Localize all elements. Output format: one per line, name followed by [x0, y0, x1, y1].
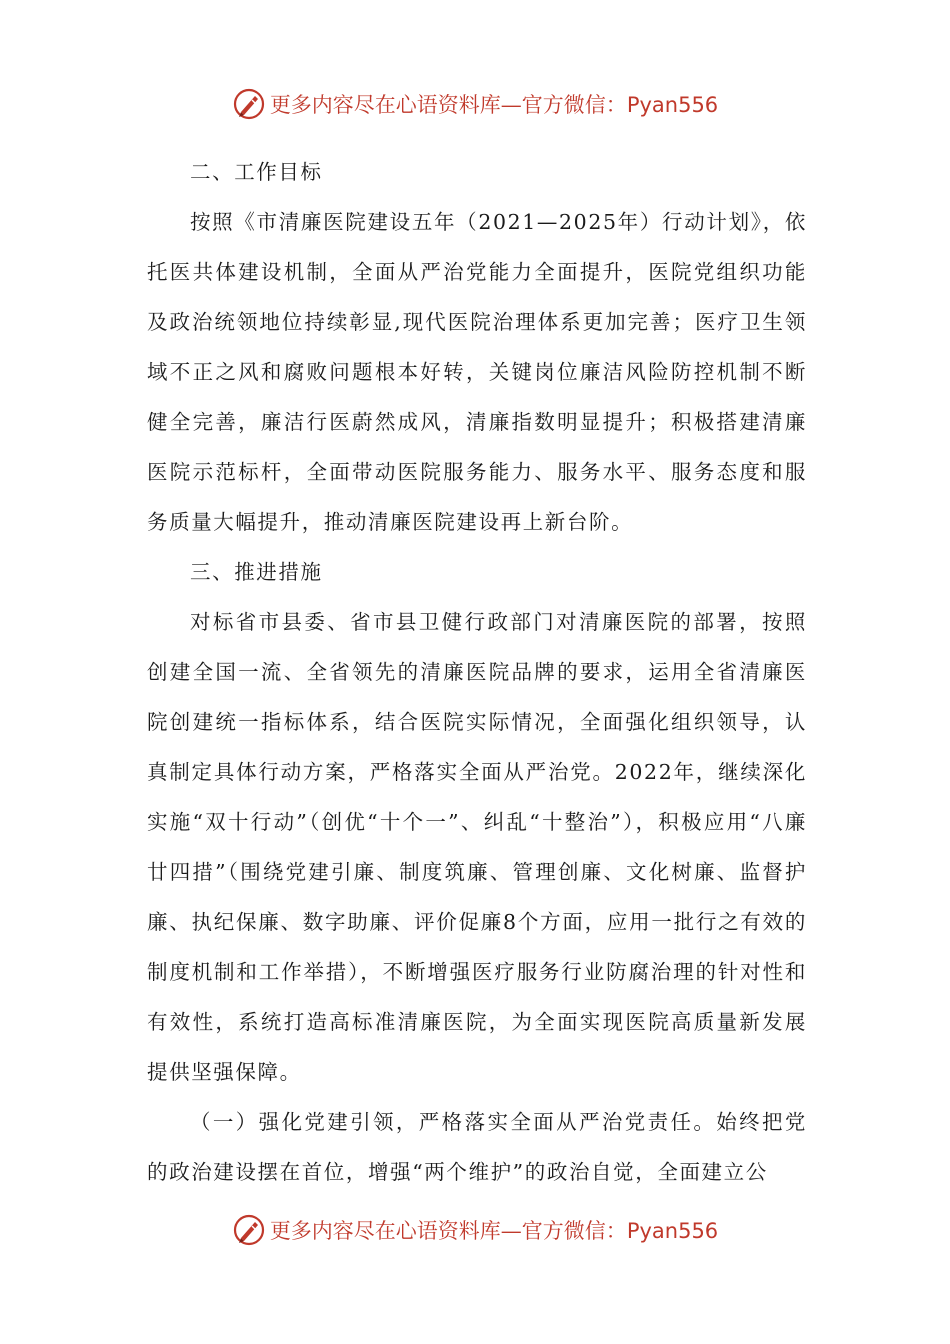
paragraph-item-1: （一）强化党建引领，严格落实全面从严治党责任。始终把党的政治建设摆在首位，增强“两个维护”的政治自觉，全面建立公 — [147, 1110, 807, 1184]
paragraph-work-goals: 按照《市清廉医院建设五年（2021—2025年）行动计划》，依托医共体建设机制，全面从严治党能力全面提升，医院党组织功能及政治统领地位持续彰显,现代医院治理体系更加完善；医疗卫生领域不正之风和腐败问题根本好转，关键岗位廉洁风险防控机制不断健全完善，廉洁行医蔚然成风，清廉指数明显提升；积极搭建清廉医院示范标杆，全面带动医院服务能力、服务水平、服务态度和服务质量大幅提升，推动清廉医院建设再上新台阶。 — [147, 210, 807, 534]
pen-logo-icon — [232, 87, 266, 121]
section-heading-measures: 三、推进措施 — [190, 560, 323, 584]
paragraph-measures: 对标省市县委、省市县卫健行政部门对清廉医院的部署，按照创建全国一流、全省领先的清廉医院品牌的要求，运用全省清廉医院创建统一指标体系，结合医院实际情况，全面强化组织领导，认真制定具体行动方案，严格落实全面从严治党。2022年，继续深化实施“双十行动”（创优“十个一”、纠乱“十整治”），积极应用“八廉廿四措”（围绕党建引廉、制度筑廉、管理创廉、文化树廉、监督护廉、执纪保廉、数字助廉、评价促廉8个方面，应用一批行之有效的制度机制和工作举措），不断增强医疗服务行业防腐治理的针对性和有效性，系统打造高标准清廉医院，为全面实现医院高质量新发展提供坚强保障。 — [147, 610, 807, 1084]
section-heading-work-goals: 二、工作目标 — [190, 160, 323, 184]
footer-banner — [0, 1210, 950, 1250]
pen-logo-icon — [232, 1213, 266, 1247]
header-banner — [0, 84, 950, 124]
banner-text: 更多内容尽在心语资料库—官方微信：Pyan556 — [269, 1219, 719, 1243]
banner-text: 更多内容尽在心语资料库—官方微信：Pyan556 — [269, 93, 719, 117]
document-body — [147, 147, 807, 1197]
